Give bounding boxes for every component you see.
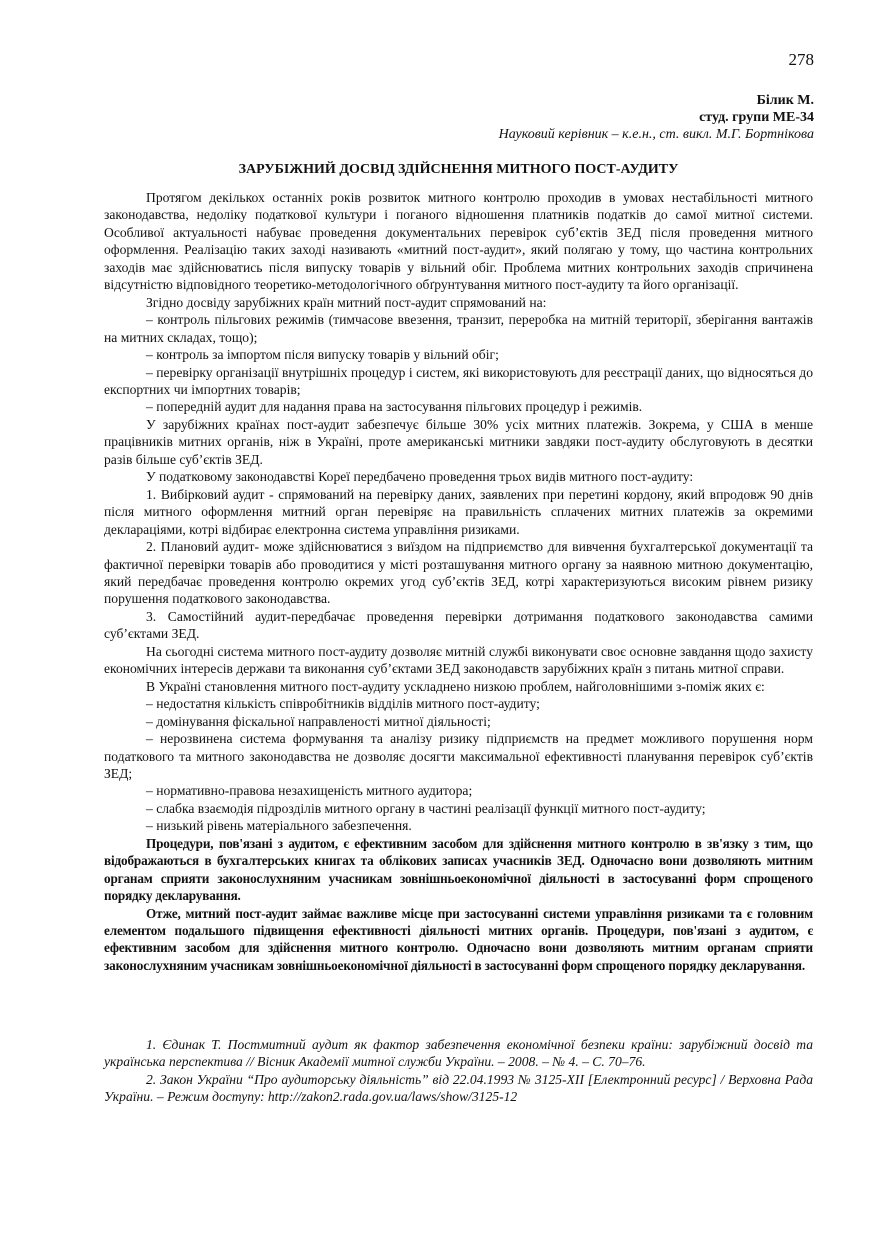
reference-item: 1. Єдинак Т. Постмитний аудит як фактор забезпечення економічної безпеки країни: зарубіжний досвід та українська перспектива // Вісник Академії митної служби України. – 2008. – № 4. – С. 70–76.	[104, 1037, 813, 1070]
bold-paragraph: Процедури, пов'язані з аудитом, є ефективним засобом для здійснення митного контролю в зв'язку з тим, що відображаються в бухгалтерських книгах та облікових записах учасників ЗЕД. Одночасно вони дозволяють митним органам сприяти законослухняним учасникам зовнішньоекономічної діяльності в застосуванні форм спрощеного порядку декларування.	[104, 835, 813, 904]
list-item: – попередній аудит для надання права на застосування пільгових процедур і режимів.	[146, 399, 643, 415]
paragraph: У зарубіжних країнах пост-аудит забезпечує більше 30% усіх митних платежів. Зокрема, у США в менше працівників митних органів, ніж в Україні, проте американські митники завдяки пост-аудиту обслуговують в десятки разів більше суб’єктів ЗЕД.	[104, 416, 813, 467]
page-number: 278	[788, 50, 814, 69]
article-body	[104, 189, 813, 974]
numbered-item: 2. Плановий аудит- може здійснюватися з виїздом на підприємство для вивчення бухгалтерської документації та фактичної перевірки товарів або проводитися у місті розташування митного органу за наявною митною документацію, який передбачає проведення контролю окремих угод суб’єктів ЗЕД, котрі характеризуються високим рівнем ризику порушення податкового законодавства.	[104, 539, 813, 607]
list-item: – домінування фіскальної направленості митної діяльності;	[146, 713, 491, 729]
list-item: – нерозвинена система формування та аналізу ризику підприємств на предмет можливого порушення норм податкового та митного законодавства не дозволяє досягти максимальної ефективності планування перевірок суб’єктів ЗЕД;	[104, 731, 813, 781]
paragraph: Згідно досвіду зарубіжних країн митний пост-аудит спрямований на:	[146, 294, 547, 310]
paragraph: У податковому законодавстві Кореї передбачено проведення трьох видів митного пост-аудиту:	[146, 469, 694, 485]
paragraph: На сьогодні система митного пост-аудиту дозволяє митній службі виконувати своє основне завдання щодо захисту економічних інтересів держави та виконання суб’єктами ЗЕД законодавств зарубіжних країн з питань митної справи.	[104, 643, 813, 677]
list-item: – нормативно-правова незахищеність митного аудитора;	[146, 783, 473, 799]
author-group: студ. групи МЕ-34	[699, 110, 814, 125]
author-name: Білик М.	[756, 93, 814, 108]
list-item: – контроль за імпортом після випуску товарів у вільний обіг;	[146, 347, 499, 363]
list-item: – перевірку організації внутрішніх процедур і систем, які використовують для реєстрації даних, що відносяться до експортних чи імпортних товарів;	[104, 364, 813, 397]
list-item: – контроль пільгових режимів (тимчасове ввезення, транзит, переробка на митній території, зберігання вантажів на митних складах, тощо);	[104, 312, 813, 345]
paragraph: Протягом декількох останніх років розвиток митного контролю проходив в умовах нестабільності митного законодавства, недоліку податкової культури і поганого відношення платників податків до самої митної системи. Особливої актуальності набуває проведення документальних перевірок суб’єктів ЗЕД після проведення митного оформлення. Реалізацію таких заході називають «митний пост-аудит», який полягаю у тому, що частина контрольних заходів має здійснюватись після випуску товарів у вільний обіг. Проблема митних контрольних заходів спричинена відсутністю відповідного теоретико-методологічного обґрунтування митного пост-аудиту та його організації.	[104, 190, 813, 293]
paragraph: В Україні становлення митного пост-аудиту ускладнено низкою проблем, найголовнішими з-поміж яких є:	[146, 678, 765, 694]
supervisor: Науковий керівник – к.е.н., ст. викл. М.Г. Бортнікова	[498, 127, 814, 142]
article-title: ЗАРУБІЖНИЙ ДОСВІД ЗДІЙСНЕННЯ МИТНОГО ПОСТ-АУДИТУ	[238, 162, 679, 177]
numbered-item: 1. Вибірковий аудит - спрямований на перевірку даних, заявлених при перетині кордону, який впродовж 90 днів після митного оформлення митний орган перевіряє на правильність сплачених митних платежів за окремими деклараціями, котрі відбирає електронна система управління ризиками.	[104, 486, 813, 537]
reference-item: 2. Закон України “Про аудиторську діяльність” від 22.04.1993 № 3125-XII [Електронний ресурс] / Верховна Рада України. – Режим доступу: http://zakon2.rada.gov.ua/laws/show/3125-12	[104, 1071, 813, 1105]
list-item: – слабка взаємодія підрозділів митного органу в частині реалізації функції митного пост-аудиту;	[146, 800, 706, 816]
references	[104, 1036, 813, 1106]
list-item: – недостатня кількість співробітників відділів митного пост-аудиту;	[146, 696, 540, 712]
author-block	[499, 92, 814, 143]
numbered-item: 3. Самостійний аудит-передбачає проведення перевірки дотримання податкового законодавства самими суб’єктами ЗЕД.	[104, 608, 813, 642]
list-item: – низький рівень матеріального забезпечення.	[146, 818, 412, 834]
bold-paragraph: Отже, митний пост-аудит займає важливе місце при застосуванні системи управління ризиками та є головним елементом подальшого підвищення ефективності діяльності митних органів. Процедури, пов'язані з аудитом, є ефективним засобом для здійснення митного контролю. Одночасно вони дозволяють митним органам сприяти законослухняним учасникам зовнішньоекономічної діяльності в застосуванні форм спрощеного порядку декларування.	[104, 905, 813, 973]
